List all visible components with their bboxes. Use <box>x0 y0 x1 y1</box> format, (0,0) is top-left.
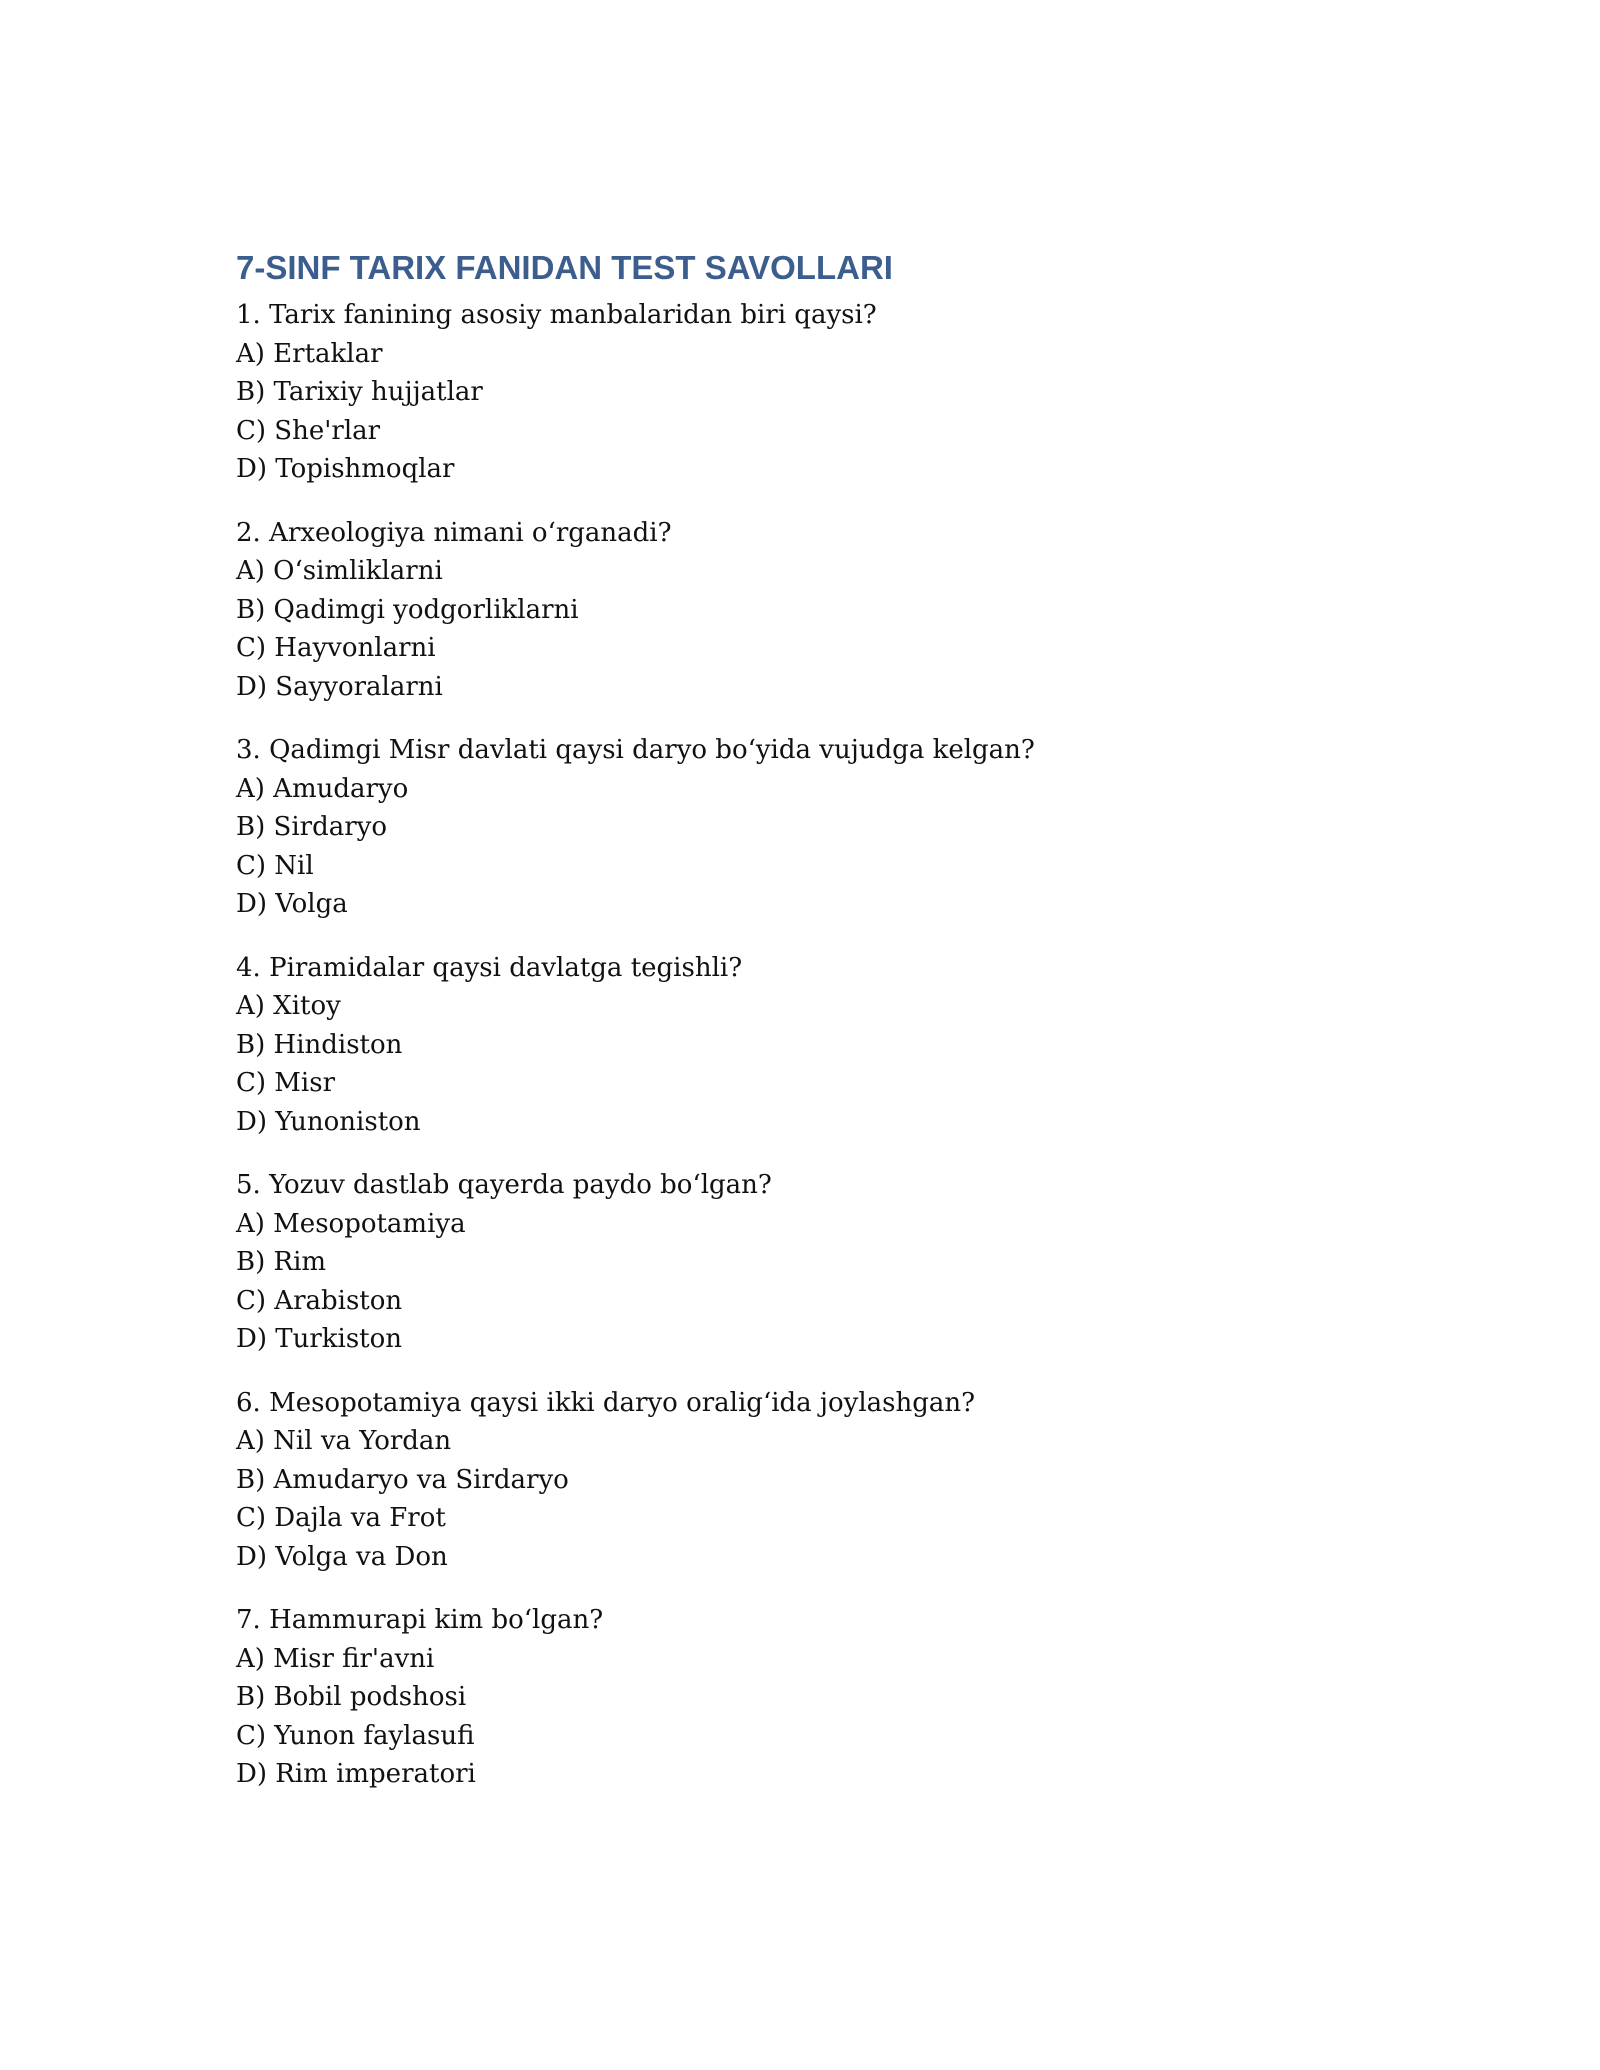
question-text: 7. Hammurapi kim bo‘lgan? <box>236 1605 604 1635</box>
answer-option-b: B) Bobil podshosi <box>236 1682 467 1712</box>
answer-option-c: C) Misr <box>236 1068 336 1098</box>
answer-option-a: A) Misr fir'avni <box>236 1643 435 1674</box>
answer-option-a: A) O‘simliklarni <box>236 556 443 586</box>
answer-option-c: C) Arabiston <box>236 1285 403 1316</box>
answer-option-a: A) Nil va Yordan <box>236 1426 452 1456</box>
answer-option-d: D) Sayyoralarni <box>236 671 443 702</box>
question-block-7 <box>236 1601 1436 1794</box>
question-block-5 <box>236 1166 1436 1359</box>
answer-option-b: B) Qadimgi yodgorliklarni <box>236 594 579 625</box>
answer-option-d: D) Topishmoqlar <box>236 454 455 484</box>
answer-option-c: C) Yunon faylasufi <box>236 1720 475 1751</box>
question-block-4 <box>236 949 1436 1142</box>
question-text: 3. Qadimgi Misr davlati qaysi daryo bo‘yida vujudga kelgan? <box>236 735 1035 765</box>
question-text: 1. Tarix fanining asosiy manbalaridan biri qaysi? <box>236 300 877 330</box>
answer-option-c: C) Dajla va Frot <box>236 1503 446 1533</box>
question-text: 4. Piramidalar qaysi davlatga tegishli? <box>236 952 743 983</box>
question-block-3 <box>236 731 1436 924</box>
answer-option-a: A) Xitoy <box>236 991 341 1021</box>
answer-option-d: D) Volga va Don <box>236 1541 448 1572</box>
answer-option-c: C) Nil <box>236 850 314 881</box>
answer-option-a: A) Amudaryo <box>236 773 409 804</box>
question-text: 5. Yozuv dastlab qayerda paydo bo‘lgan? <box>236 1170 772 1200</box>
answer-option-b: B) Rim <box>236 1247 327 1277</box>
answer-option-b: B) Hindiston <box>236 1029 403 1060</box>
answer-option-b: B) Amudaryo va Sirdaryo <box>236 1464 569 1495</box>
answer-option-c: C) She'rlar <box>236 415 381 446</box>
answer-option-a: A) Mesopotamiya <box>236 1208 466 1239</box>
question-text: 6. Mesopotamiya qaysi ikki daryo oralig‘ida joylashgan? <box>236 1387 976 1418</box>
answer-option-c: C) Hayvonlarni <box>236 633 436 663</box>
question-block-1 <box>236 296 1436 489</box>
answer-option-d: D) Rim imperatori <box>236 1759 476 1789</box>
question-text: 2. Arxeologiya nimani o‘rganadi? <box>236 517 672 548</box>
answer-option-b: B) Tarixiy hujjatlar <box>236 377 483 407</box>
answer-option-d: D) Volga <box>236 889 348 919</box>
document-content <box>236 246 1436 1819</box>
question-block-6 <box>236 1384 1436 1577</box>
document-title: 7-SINF TARIX FANIDAN TEST SAVOLLARI <box>236 249 893 286</box>
question-block-2 <box>236 514 1436 707</box>
answer-option-b: B) Sirdaryo <box>236 812 387 842</box>
answer-option-d: D) Turkiston <box>236 1324 403 1354</box>
answer-option-a: A) Ertaklar <box>236 338 383 369</box>
answer-option-d: D) Yunoniston <box>236 1106 421 1137</box>
